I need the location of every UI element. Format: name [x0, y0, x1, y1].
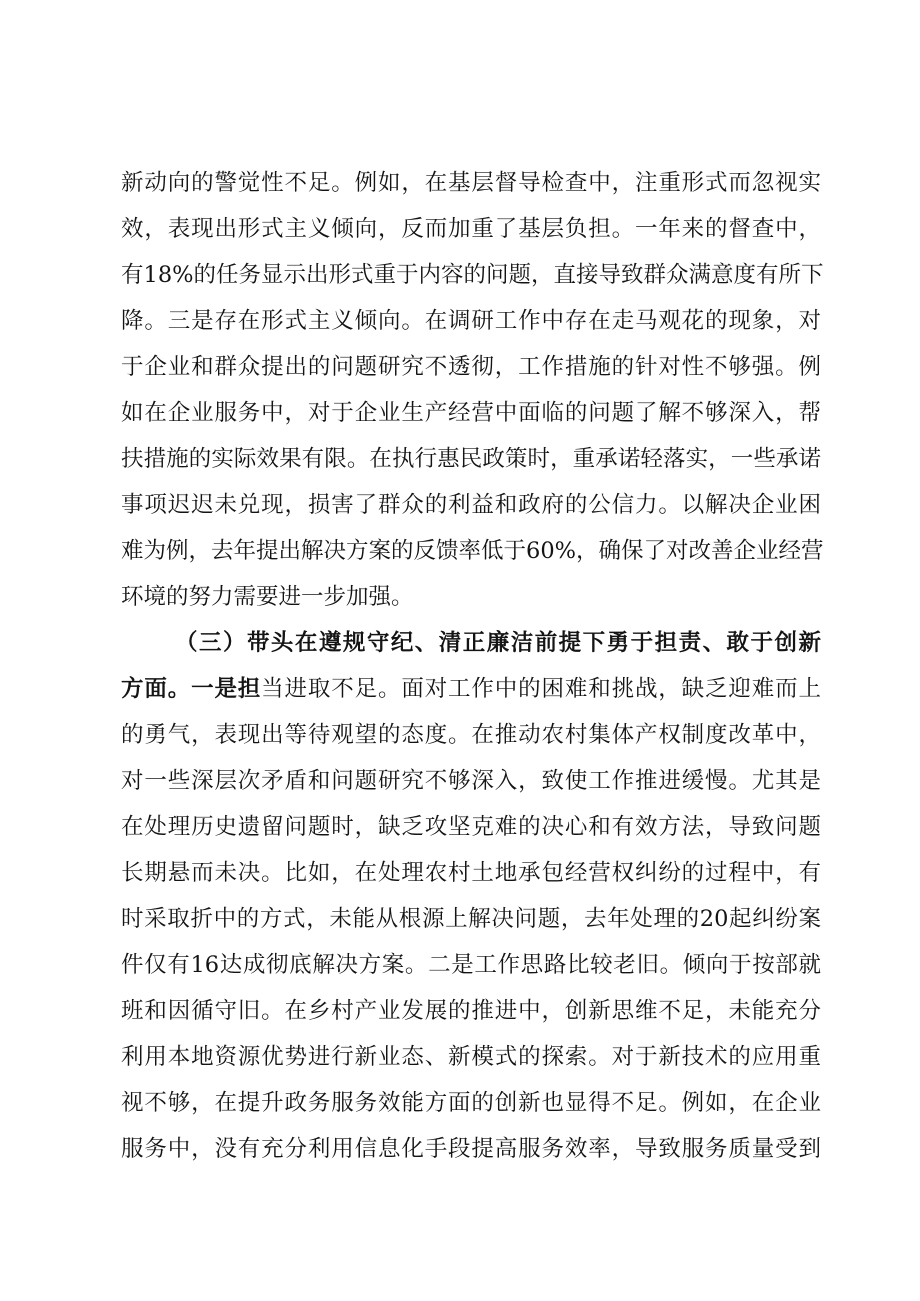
text-line: 降。三是存在形式主义倾向。在调研工作中存在走马观花的现象，对 [121, 308, 821, 334]
text-line: 件仅有16达成彻底解决方案。二是工作思路比较老旧。倾向于按部就 [121, 952, 821, 978]
text-line: 于企业和群众提出的问题研究不透彻，工作措施的针对性不够强。例 [121, 354, 821, 380]
text-line: 班和因循守旧。在乡村产业发展的推进中，创新思维不足，未能充分 [121, 998, 821, 1024]
section-heading: （三）带头在遵规守纪、清正廉洁前提下勇于担责、敢于创新 [175, 630, 821, 656]
text-line: 服务中，没有充分利用信息化手段提高服务效率，导致服务质量受到 [121, 1136, 821, 1162]
text-line: 新动向的警觉性不足。例如，在基层督导检查中，注重形式而忽视实 [121, 170, 821, 196]
text-line: 利用本地资源优势进行新业态、新模式的探索。对于新技术的应用重 [121, 1044, 821, 1070]
text-span: 当进取不足。面对工作中的困难和挑战，缺乏迎难而上 [261, 676, 821, 702]
text-line: 长期悬而未决。比如，在处理农村土地承包经营权纠纷的过程中，有 [121, 860, 821, 886]
text-line: 对一些深层次矛盾和问题研究不够深入，致使工作推进缓慢。尤其是 [121, 768, 821, 794]
text-line: 有18%的任务显示出形式重于内容的问题，直接导致群众满意度有所下 [121, 262, 824, 288]
text-line: 时采取折中的方式，未能从根源上解决问题，去年处理的20起纠纷案 [121, 906, 821, 932]
text-line: 扶措施的实际效果有限。在执行惠民政策时，重承诺轻落实，一些承诺 [121, 446, 821, 472]
text-line: 环境的努力需要进一步加强。 [121, 584, 414, 610]
text-line [121, 671, 821, 707]
text-line: 效，表现出形式主义倾向，反而加重了基层负担。一年来的督查中， [121, 216, 821, 242]
text-line: 在处理历史遗留问题时，缺乏攻坚克难的决心和有效方法，导致问题 [121, 814, 821, 840]
text-line: 视不够，在提升政务服务效能方面的创新也显得不足。例如，在企业 [121, 1090, 821, 1116]
section-heading-continued: 方面。一是担 [121, 676, 262, 702]
text-line: 如在企业服务中，对于企业生产经营中面临的问题了解不够深入，帮 [121, 400, 821, 426]
text-line: 难为例，去年提出解决方案的反馈率低于60%，确保了对改善企业经营 [121, 538, 824, 564]
text-line: 的勇气，表现出等待观望的态度。在推动农村集体产权制度改革中， [121, 722, 821, 748]
text-line: 事项迟迟未兑现，损害了群众的利益和政府的公信力。以解决企业困 [121, 492, 821, 518]
